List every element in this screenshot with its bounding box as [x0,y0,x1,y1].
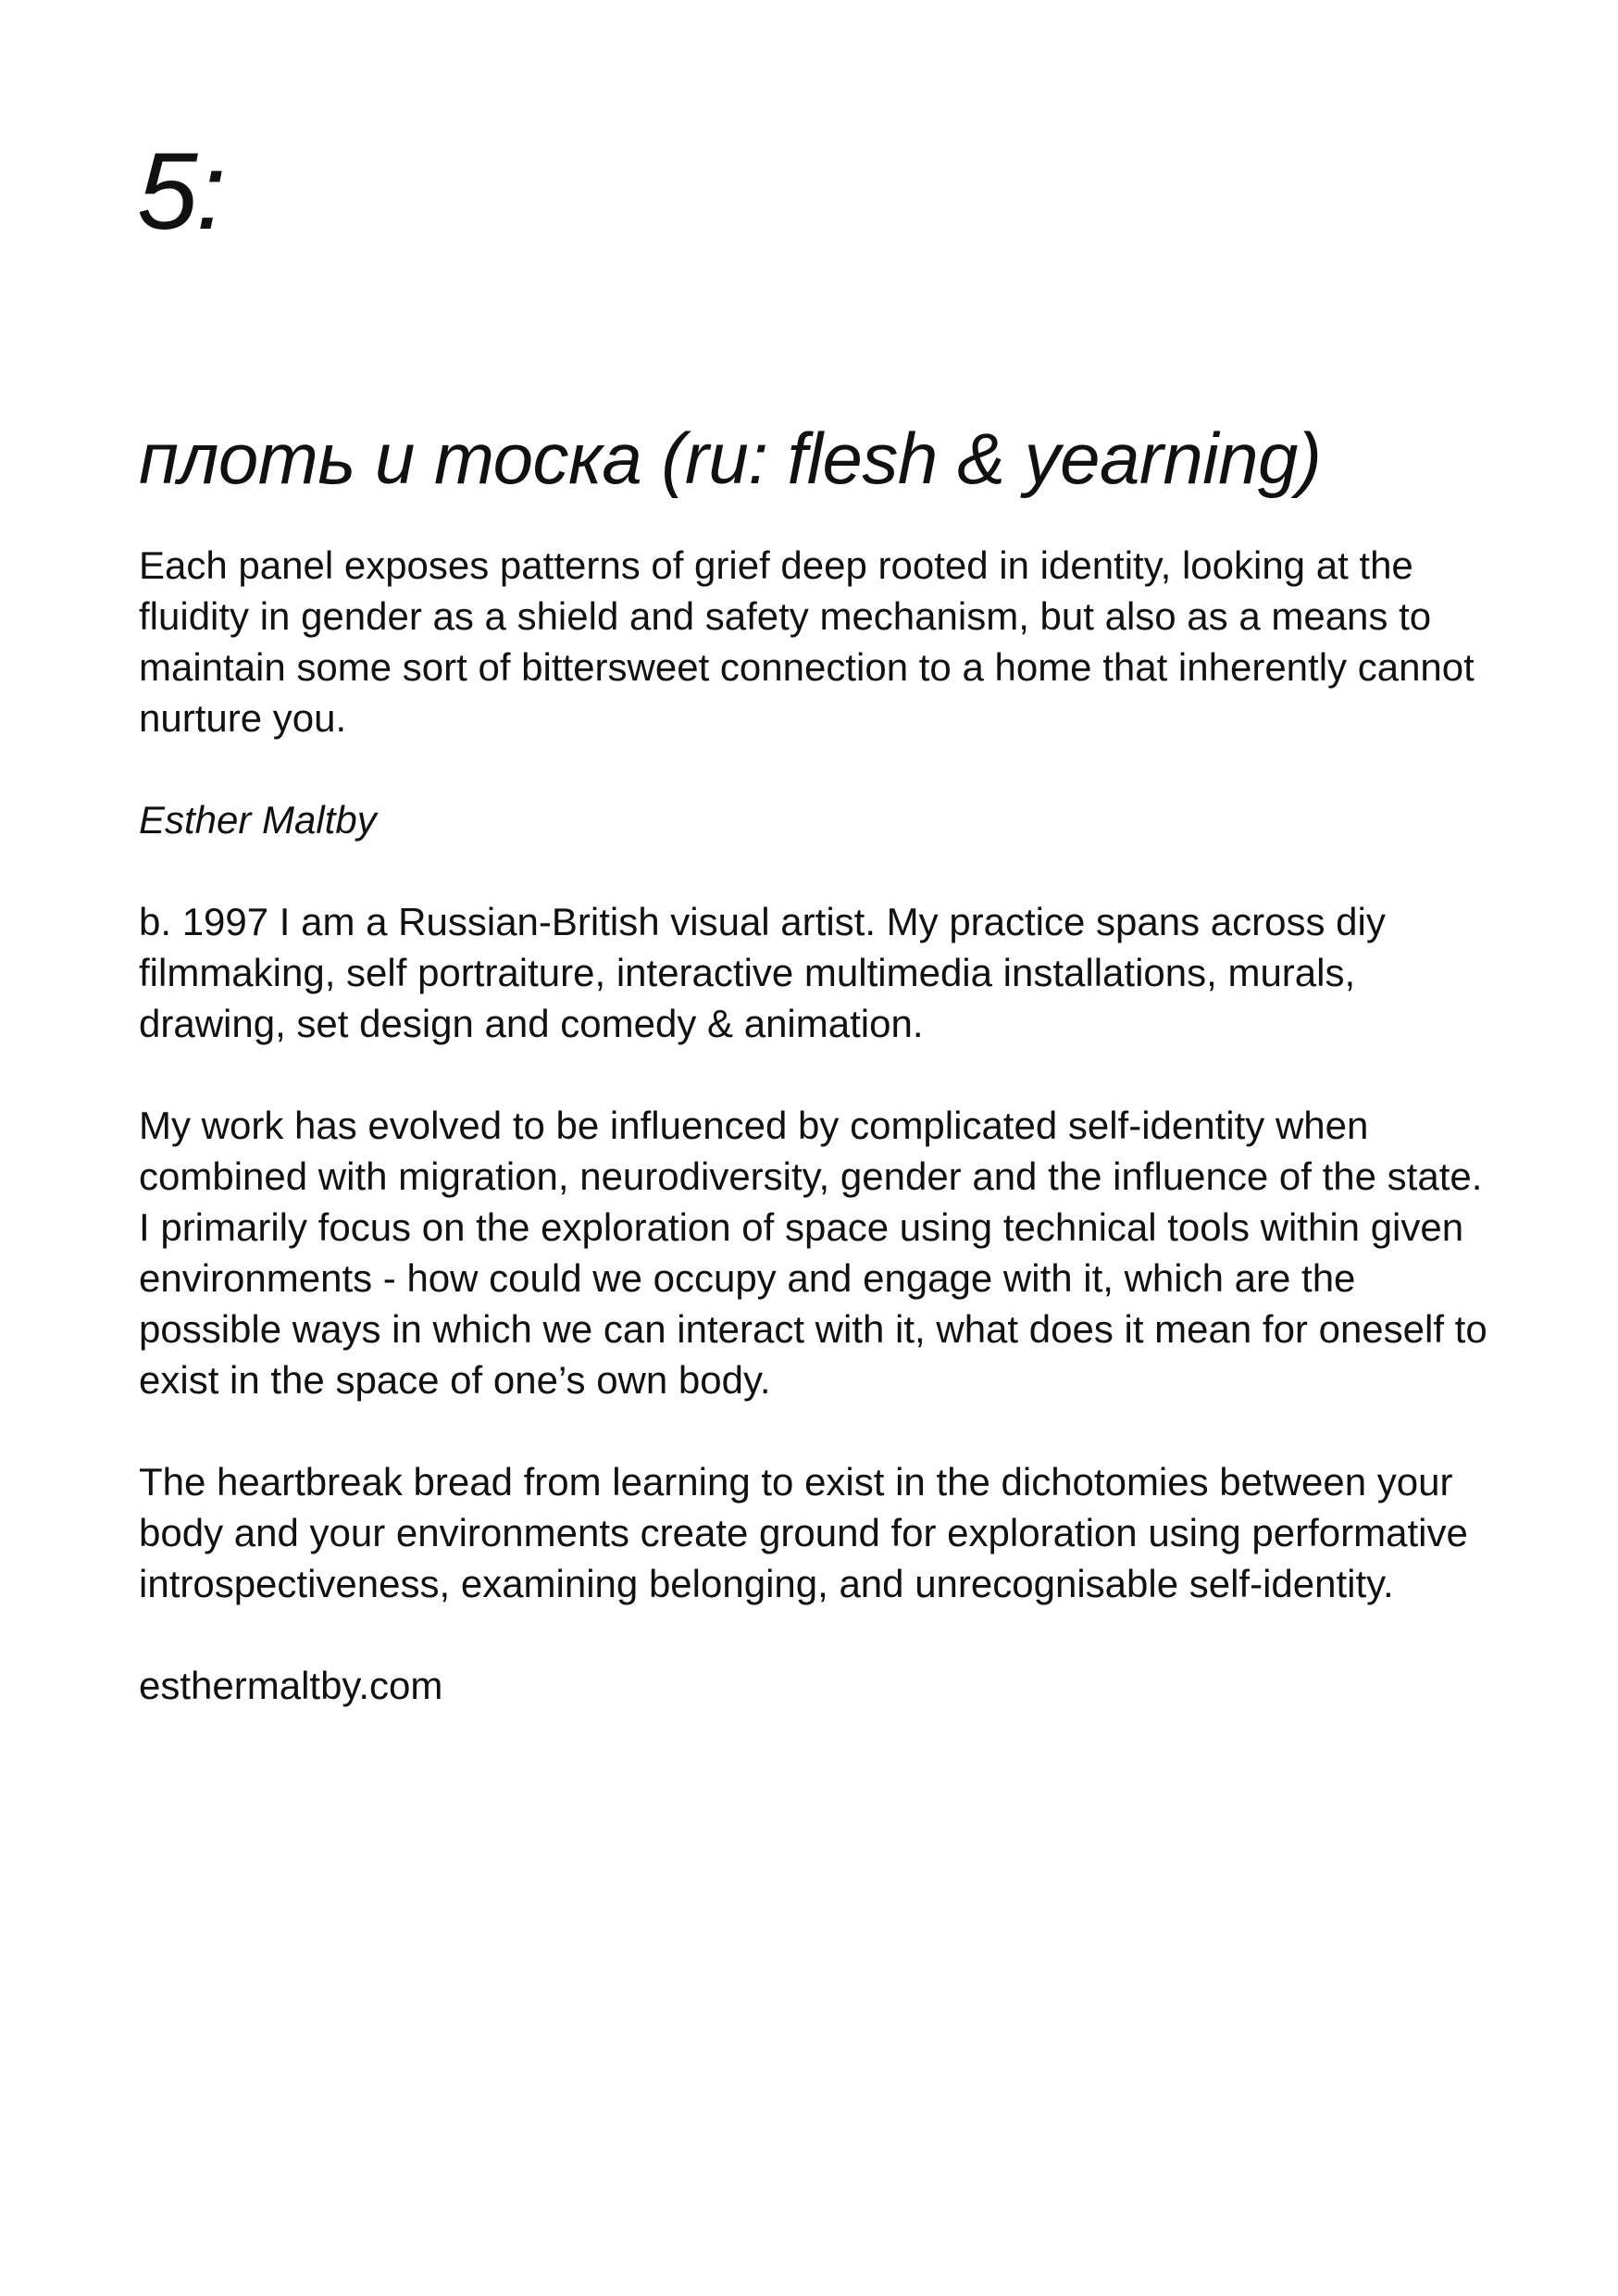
author-name: Esther Maltby [139,798,377,842]
bio-paragraph-2: My work has evolved to be influenced by complicated self-identity when combined with migration, neurodiversity, gender and the influence of the state. I primarily focus on the exploration of space using technical tools within given environments - how could we occupy and engage with it, which are the possible ways in which we can interact with it, what does it mean for oneself to exist in the space of one’s own body. [139,1104,1487,1403]
website-link[interactable]: esthermaltby.com [139,1664,443,1708]
bio-paragraph-3: The heartbreak bread from learning to exist in the dichotomies between your body and your environments create ground for exploration using performative introspectiveness, examining belonging, and unrecognisable self-identity. [139,1460,1468,1606]
bio-paragraph-1: b. 1997 I am a Russian-British visual artist. My practice spans across diy filmmaking, self portraiture, interactive multimedia installations, murals, drawing, set design and comedy & animation. [139,900,1386,1046]
intro-paragraph: Each panel exposes patterns of grief deep rooted in identity, looking at the fluidity in gender as a shield and safety mechanism, but also as a means to maintain some sort of bittersweet connection to a home that inherently cannot nurture you. [139,543,1475,741]
content-block [139,418,1500,1711]
work-title: плоть и тоска (ru: flesh & yearning) [139,418,1322,499]
section-number: 5: [137,131,225,253]
